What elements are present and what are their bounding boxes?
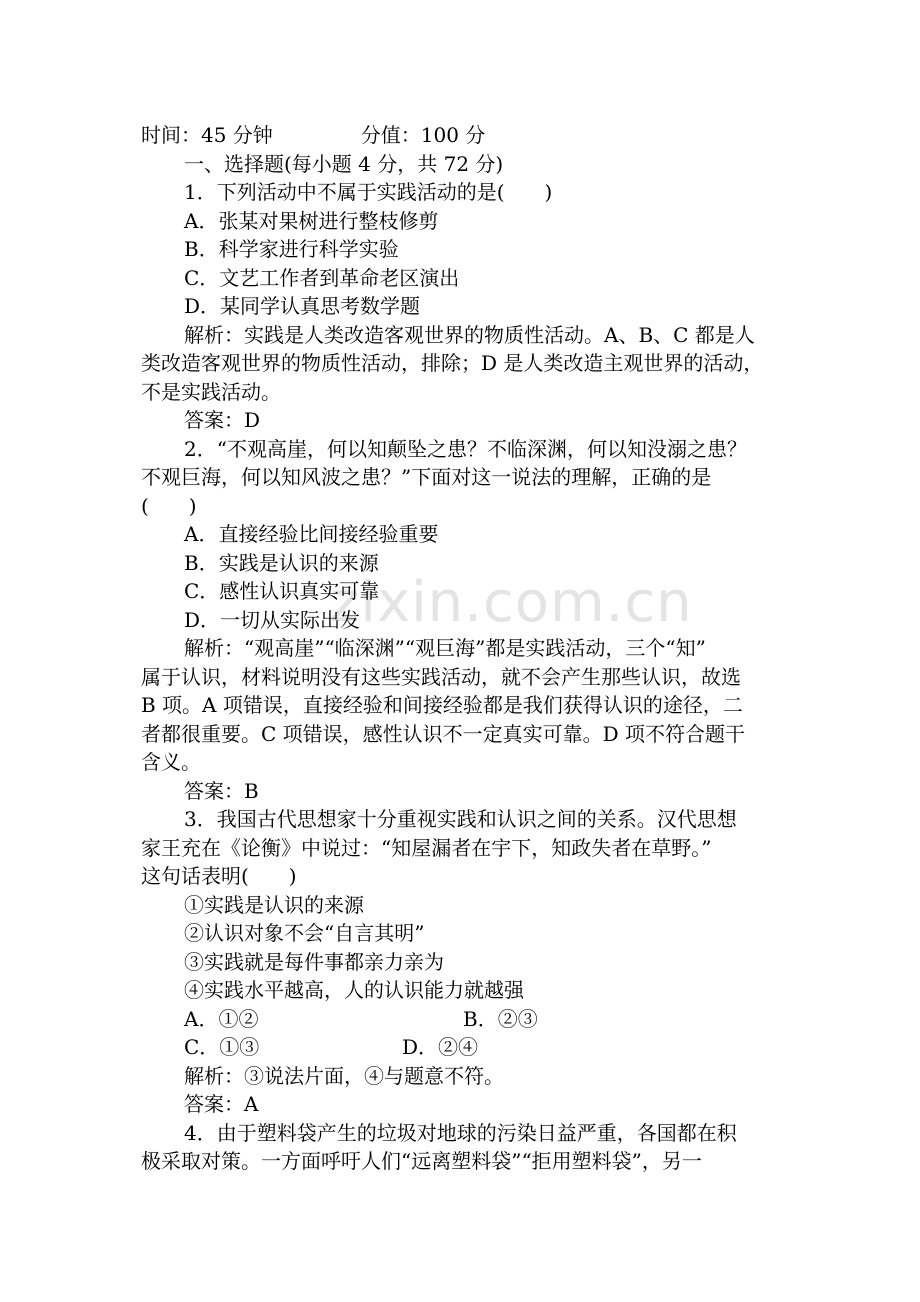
total-score: 分值：100 分 bbox=[360, 123, 486, 147]
question-3-analysis: 解析：③说法片面，④与题意不符。 bbox=[184, 1063, 504, 1088]
question-1-stem: 1．下列活动中不属于实践活动的是( ) bbox=[184, 180, 553, 204]
question-3-options-row-2 bbox=[141, 1033, 783, 1062]
question-1-option-c: C．文艺工作者到革命老区演出 bbox=[184, 265, 460, 290]
question-3-answer: 答案：A bbox=[184, 1092, 259, 1116]
time-limit: 时间：45 分钟 bbox=[141, 123, 273, 147]
question-1-answer: 答案：D bbox=[184, 408, 261, 432]
question-1-analysis-line: 不是实践活动。 bbox=[141, 379, 281, 404]
question-2-analysis-line: 属于认识，材料说明没有这些实践活动，就不会产生那些认识，故选 bbox=[141, 664, 741, 689]
question-3-option-d: D．②④ bbox=[402, 1035, 479, 1059]
question-2-stem-line: 不观巨海，何以知风波之患？”下面对这一说法的理解，正确的是 bbox=[141, 465, 712, 489]
question-2-analysis-line: 解析：“观高崖”“临深渊”“观巨海”都是实践活动，三个“知” bbox=[184, 636, 706, 660]
question-2-option-a: A．直接经验比间接经验重要 bbox=[184, 522, 439, 546]
question-2-option-b: B．实践是认识的来源 bbox=[184, 550, 379, 575]
question-2-stem-line: 2．“不观高崖，何以知颠坠之患？不临深渊，何以知没溺之患？ bbox=[184, 436, 747, 461]
watermark-text: zixin.com.cn bbox=[330, 570, 693, 635]
question-2-answer: 答案：B bbox=[184, 778, 259, 803]
question-3-option-a: A．①② bbox=[184, 1006, 259, 1031]
question-3-stem-line: 3．我国古代思想家十分重视实践和认识之间的关系。汉代思想 bbox=[184, 807, 737, 831]
section-title: 一、选择题(每小题 4 分，共 72 分) bbox=[184, 151, 504, 176]
question-3-item-4: ④实践水平越高，人的认识能力就越强 bbox=[184, 978, 524, 1002]
question-3-option-c: C．①③ bbox=[184, 1035, 260, 1059]
question-4-stem-line: 4．由于塑料袋产生的垃圾对地球的污染日益严重，各国都在积 bbox=[184, 1120, 737, 1145]
document-body bbox=[141, 121, 783, 1176]
exam-header bbox=[141, 121, 783, 150]
question-3-option-b: B．②③ bbox=[463, 1006, 538, 1031]
question-3-stem-line: 这句话表明( ) bbox=[141, 864, 297, 888]
question-1-option-b: B．科学家进行科学实验 bbox=[184, 237, 399, 261]
question-3-options-row-1 bbox=[141, 1005, 783, 1034]
question-2-stem-line: ( ) bbox=[141, 493, 197, 518]
question-1-analysis-line: 解析：实践是人类改造客观世界的物质性活动。A、B、C 都是人 bbox=[184, 322, 755, 347]
question-4-stem-line: 极采取对策。一方面呼吁人们“远离塑料袋”“拒用塑料袋”，另一 bbox=[141, 1149, 702, 1173]
question-2-analysis-line: 含义。 bbox=[141, 750, 201, 774]
question-2-option-c: C．感性认识真实可靠 bbox=[184, 579, 380, 603]
question-2-analysis-line: B 项。A 项错误，直接经验和间接经验都是我们获得认识的途径，二 bbox=[141, 693, 743, 717]
question-1-option-d: D．某同学认真思考数学题 bbox=[184, 294, 421, 318]
question-3-item-3: ③实践就是每件事都亲力亲为 bbox=[184, 949, 444, 974]
question-3-item-1: ①实践是认识的来源 bbox=[184, 892, 364, 917]
question-3-stem-line: 家王充在《论衡》中说过：“知屋漏者在宇下，知政失者在草野。” bbox=[141, 835, 712, 860]
question-2-option-d: D．一切从实际出发 bbox=[184, 607, 361, 632]
question-1-option-a: A．张某对果树进行整枝修剪 bbox=[184, 208, 439, 233]
question-2-analysis-line: 者都很重要。C 项错误，感性认识不一定真实可靠。D 项不符合题干 bbox=[141, 721, 746, 746]
question-3-item-2: ②认识对象不会“自言其明” bbox=[184, 921, 425, 945]
question-1-analysis-line: 类改造客观世界的物质性活动，排除；D 是人类改造主观世界的活动， bbox=[141, 351, 764, 375]
